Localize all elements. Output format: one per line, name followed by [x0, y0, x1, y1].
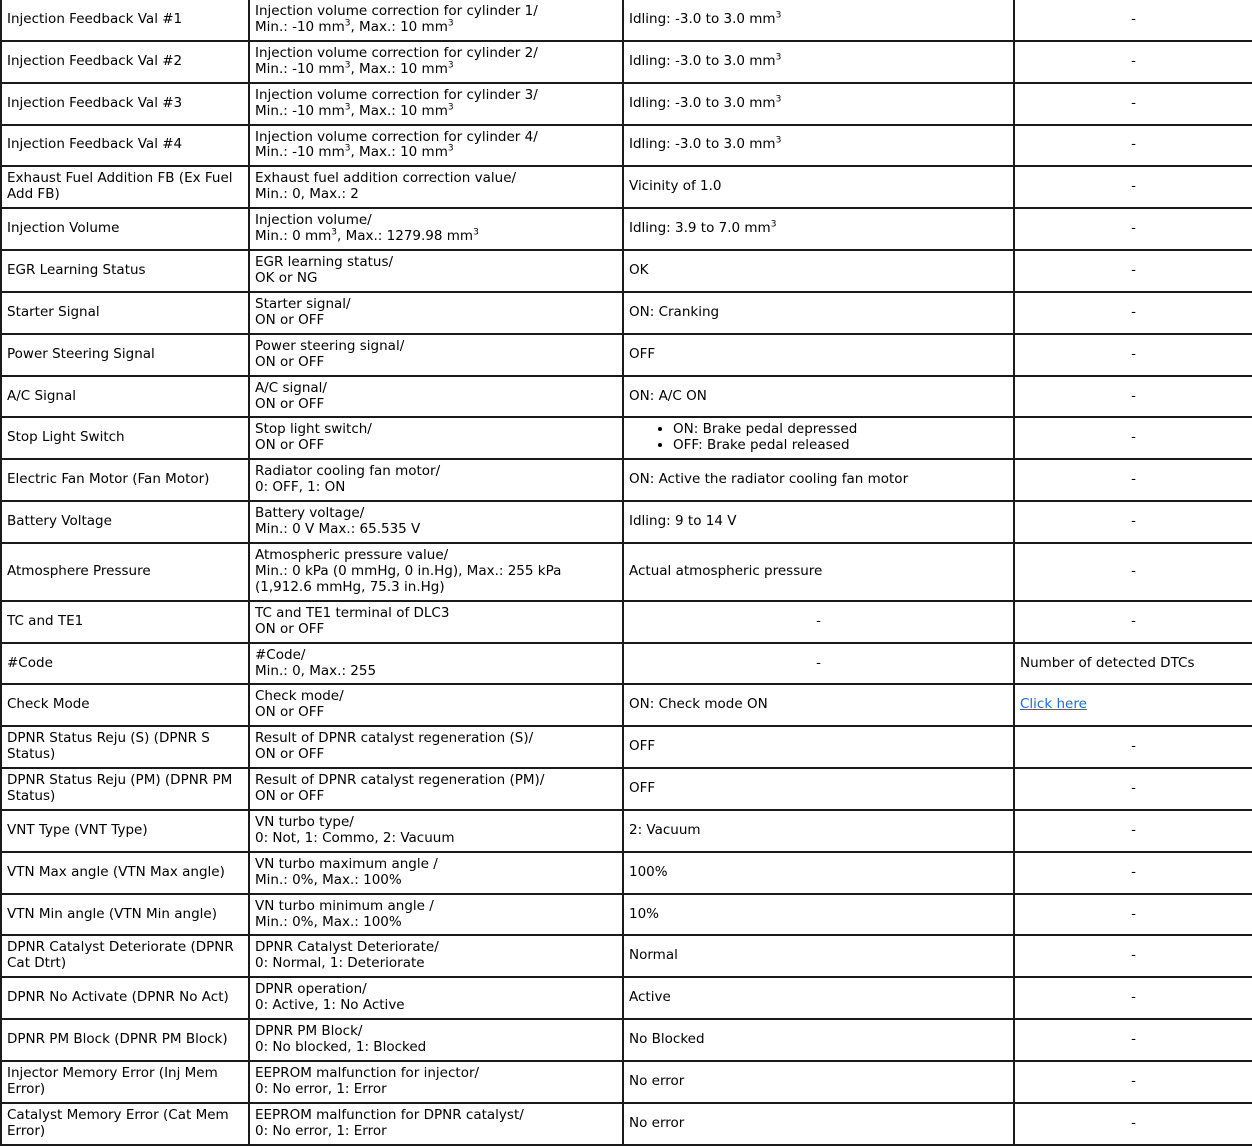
table-row — [1, 292, 1252, 334]
normal-condition-line: Actual atmospheric pressure — [629, 562, 823, 579]
item-name-cell — [1, 501, 249, 543]
table-row — [1, 977, 1252, 1019]
description-line: Stop light switch/ — [255, 421, 372, 438]
description-cell — [249, 41, 623, 83]
diagnostic-note-cell — [1014, 334, 1252, 376]
item-name-cell — [1, 894, 249, 936]
item-name-cell — [1, 1103, 249, 1145]
item-name-label: VNT Type (VNT Type) — [7, 821, 148, 838]
normal-condition-line: ON: A/C ON — [629, 387, 707, 404]
item-name-cell — [1, 125, 249, 167]
description-line: Min.: 0 $mm^3$, Max.: 1279.98 $mm^3$ — [255, 227, 479, 245]
table-row — [1, 1019, 1252, 1061]
item-name-label: Stop Light Switch — [7, 429, 125, 446]
description-line: Result of DPNR catalyst regeneration (PM)/ — [255, 772, 545, 789]
diagnostic-note-label: - — [1131, 136, 1136, 153]
item-name-cell — [1, 977, 249, 1019]
normal-condition-list — [629, 422, 1008, 454]
list-item: • ON: Brake pedal depressed — [673, 422, 1008, 438]
table-row — [1, 459, 1252, 501]
normal-condition-cell — [623, 894, 1014, 936]
description-cell — [249, 459, 623, 501]
table-row — [1, 501, 1252, 543]
diagnostic-note-cell — [1014, 543, 1252, 601]
normal-condition-line: ON: Check mode ON — [629, 696, 768, 713]
item-name-cell — [1, 1061, 249, 1103]
diagnostic-note-label: - — [1131, 989, 1136, 1006]
diagnostic-note-cell — [1014, 1061, 1252, 1103]
normal-condition-line: ON: Cranking — [629, 303, 720, 320]
item-name-label: DPNR Status Reju (PM) (DPNR PM Status) — [7, 772, 233, 805]
item-name-label: DPNR Status Reju (S) (DPNR S Status) — [7, 730, 210, 763]
description-line: DPNR operation/ — [255, 981, 367, 998]
description-cell — [249, 726, 623, 768]
description-cell — [249, 125, 623, 167]
description-line: 0: No error, 1: Error — [255, 1080, 387, 1097]
table-row — [1, 810, 1252, 852]
description-line: ON or OFF — [255, 746, 325, 763]
item-name-cell — [1, 601, 249, 643]
description-line: ON or OFF — [255, 353, 325, 370]
table-row — [1, 543, 1252, 601]
description-cell — [249, 292, 623, 334]
table-row — [1, 1103, 1252, 1145]
diagnostic-note-label: - — [1131, 821, 1136, 838]
normal-condition-line: 100% — [629, 863, 668, 880]
item-name-cell — [1, 684, 249, 726]
diagnostic-note-label: - — [1131, 178, 1136, 195]
description-line: ON or OFF — [255, 620, 325, 637]
diagnostic-note-cell — [1014, 41, 1252, 83]
diagnostic-note-cell — [1014, 1103, 1252, 1145]
description-line: Injection volume/ — [255, 212, 372, 229]
diagnostic-note-cell — [1014, 376, 1252, 418]
description-cell — [249, 894, 623, 936]
item-name-label: Catalyst Memory Error (Cat Mem Error) — [7, 1106, 229, 1139]
description-cell — [249, 601, 623, 643]
normal-condition-line: No Blocked — [629, 1031, 705, 1048]
item-name-label: Injection Feedback Val #3 — [7, 94, 183, 111]
diagnostic-note-label: - — [1131, 345, 1136, 362]
description-line: ON or OFF — [255, 437, 325, 454]
diagnostic-note-cell — [1014, 83, 1252, 125]
diagnostic-note-cell — [1014, 292, 1252, 334]
normal-condition-cell — [623, 417, 1014, 459]
table-row — [1, 417, 1252, 459]
description-cell — [249, 208, 623, 250]
normal-condition-line: Active — [629, 989, 671, 1006]
description-cell — [249, 83, 623, 125]
diagnostic-note-cell — [1014, 0, 1252, 41]
table-row — [1, 601, 1252, 643]
description-line: 0: Normal, 1: Deteriorate — [255, 955, 425, 972]
item-name-cell — [1, 0, 249, 41]
diagnostic-note-label: - — [1131, 1072, 1136, 1089]
normal-condition-cell — [623, 376, 1014, 418]
normal-condition-cell — [623, 125, 1014, 167]
normal-condition-line: 10% — [629, 905, 660, 922]
item-name-cell — [1, 768, 249, 810]
normal-condition-cell — [623, 543, 1014, 601]
normal-condition-line: Normal — [629, 947, 678, 964]
diagnostic-note-label: - — [1131, 905, 1136, 922]
click-here-link[interactable]: Click here — [1020, 696, 1087, 713]
diagnostic-note-cell — [1014, 935, 1252, 977]
description-line: Min.: 0 V Max.: 65.535 V — [255, 521, 421, 538]
item-name-cell — [1, 417, 249, 459]
item-name-cell — [1, 334, 249, 376]
item-name-label: DPNR PM Block (DPNR PM Block) — [7, 1031, 228, 1048]
table-row — [1, 894, 1252, 936]
item-name-cell — [1, 935, 249, 977]
description-line: A/C signal/ — [255, 379, 327, 396]
description-cell — [249, 376, 623, 418]
normal-condition-cell — [623, 250, 1014, 292]
description-line: Min.: 0%, Max.: 100% — [255, 913, 402, 930]
normal-condition-line: No error — [629, 1114, 685, 1131]
description-cell — [249, 417, 623, 459]
normal-condition-line: Idling: 3.9 to 7.0 $mm^3$ — [629, 219, 777, 237]
table-row — [1, 125, 1252, 167]
diagnostic-note-label: - — [1131, 303, 1136, 320]
description-line: 0: No blocked, 1: Blocked — [255, 1039, 427, 1056]
item-name-label: #Code — [7, 654, 53, 671]
description-cell — [249, 166, 623, 208]
diagnostic-note-cell — [1014, 125, 1252, 167]
item-name-label: Power Steering Signal — [7, 345, 155, 362]
table-row — [1, 41, 1252, 83]
description-line: Min.: 0, Max.: 255 — [255, 662, 377, 679]
diagnostic-note-cell — [1014, 208, 1252, 250]
description-line: 0: Not, 1: Commo, 2: Vacuum — [255, 829, 455, 846]
diagnostic-note-cell — [1014, 643, 1252, 685]
table-row — [1, 0, 1252, 41]
normal-condition-line: Vicinity of 1.0 — [629, 178, 722, 195]
description-line: OK or NG — [255, 269, 318, 286]
diagnostic-note-label: - — [1131, 471, 1136, 488]
normal-condition-line: Idling: 9 to 14 V — [629, 513, 737, 530]
item-name-cell — [1, 41, 249, 83]
table-row — [1, 250, 1252, 292]
description-line: Battery voltage/ — [255, 505, 365, 522]
table-row — [1, 852, 1252, 894]
table-row — [1, 768, 1252, 810]
description-cell — [249, 1103, 623, 1145]
item-name-cell — [1, 810, 249, 852]
description-line: EEPROM malfunction for injector/ — [255, 1065, 480, 1082]
diagnostic-note-label: - — [1131, 52, 1136, 69]
table-row — [1, 83, 1252, 125]
normal-condition-cell — [623, 768, 1014, 810]
description-line: Min.: 0, Max.: 2 — [255, 186, 359, 203]
description-line: Atmospheric pressure value/ — [255, 546, 449, 563]
item-name-cell — [1, 543, 249, 601]
item-name-label: A/C Signal — [7, 387, 76, 404]
table-row — [1, 684, 1252, 726]
diagnostic-note-label: - — [1131, 220, 1136, 237]
normal-condition-cell — [623, 1019, 1014, 1061]
description-line: 0: No error, 1: Error — [255, 1122, 387, 1139]
diagnostic-note-label: - — [1131, 612, 1136, 629]
normal-condition-cell — [623, 1103, 1014, 1145]
description-line: EEPROM malfunction for DPNR catalyst/ — [255, 1106, 524, 1123]
normal-condition-line: Idling: -3.0 to 3.0 $mm^3$ — [629, 10, 782, 27]
item-name-cell — [1, 166, 249, 208]
item-name-cell — [1, 852, 249, 894]
description-cell — [249, 977, 623, 1019]
diagnostic-note-cell — [1014, 810, 1252, 852]
table-row — [1, 726, 1252, 768]
description-line: Injection volume correction for cylinder 3/ — [255, 86, 538, 103]
table-row — [1, 166, 1252, 208]
normal-condition-cell — [623, 852, 1014, 894]
item-name-label: EGR Learning Status — [7, 262, 146, 279]
item-name-label: Atmosphere Pressure — [7, 562, 151, 579]
item-name-label: Injection Feedback Val #1 — [7, 10, 183, 27]
normal-condition-cell — [623, 726, 1014, 768]
description-line: Starter signal/ — [255, 295, 351, 312]
diagnostic-note-label: - — [1131, 780, 1136, 797]
table-row — [1, 1061, 1252, 1103]
description-line: Injection volume correction for cylinder 2/ — [255, 44, 538, 61]
normal-condition-line: Idling: -3.0 to 3.0 $mm^3$ — [629, 52, 782, 69]
description-line: Min.: -10 $mm^3$, Max.: 10 $mm^3$ — [255, 143, 454, 161]
diagnostic-note-cell — [1014, 768, 1252, 810]
item-name-label: TC and TE1 — [7, 612, 84, 629]
normal-condition-cell — [623, 810, 1014, 852]
diagnostic-note-label: - — [1131, 738, 1136, 755]
description-cell — [249, 768, 623, 810]
normal-condition-cell — [623, 166, 1014, 208]
item-name-cell — [1, 376, 249, 418]
table-row — [1, 208, 1252, 250]
normal-condition-line: Idling: -3.0 to 3.0 $mm^3$ — [629, 135, 782, 153]
description-cell — [249, 1061, 623, 1103]
normal-condition-cell — [623, 643, 1014, 685]
diagnostic-note-cell — [1014, 684, 1252, 726]
item-name-cell — [1, 726, 249, 768]
list-item: • OFF: Brake pedal released — [673, 438, 1008, 454]
description-line: Power steering signal/ — [255, 337, 405, 354]
description-cell — [249, 501, 623, 543]
description-line: TC and TE1 terminal of DLC3 — [255, 604, 450, 621]
description-line: 0: OFF, 1: ON — [255, 479, 346, 496]
description-cell — [249, 250, 623, 292]
diagnostic-note-cell — [1014, 601, 1252, 643]
diagnostic-note-cell — [1014, 852, 1252, 894]
normal-condition-cell — [623, 334, 1014, 376]
diagnostic-note-label: - — [1131, 262, 1136, 279]
normal-condition-cell — [623, 41, 1014, 83]
description-line: EGR learning status/ — [255, 254, 394, 271]
diagnostic-note-cell — [1014, 417, 1252, 459]
description-line: ON or OFF — [255, 704, 325, 721]
diagnostic-note-cell — [1014, 726, 1252, 768]
description-cell — [249, 643, 623, 685]
description-cell — [249, 0, 623, 41]
item-name-label: VTN Max angle (VTN Max angle) — [7, 863, 225, 880]
description-line: VN turbo maximum angle / — [255, 855, 438, 872]
normal-condition-cell — [623, 684, 1014, 726]
item-name-label: DPNR Catalyst Deteriorate (DPNR Cat Dtrt) — [7, 939, 234, 972]
description-line: Min.: -10 $mm^3$, Max.: 10 $mm^3$ — [255, 60, 454, 77]
description-line: Exhaust fuel addition correction value/ — [255, 170, 517, 187]
item-name-label: Injection Volume — [7, 220, 120, 237]
diagnostic-note-label: - — [1131, 1114, 1136, 1131]
diagnostic-note-label: - — [1131, 562, 1136, 579]
description-line: Result of DPNR catalyst regeneration (S)/ — [255, 730, 534, 747]
description-line: Min.: 0 kPa (0 mmHg, 0 in.Hg), Max.: 255 kPa (1,912.6 mmHg, 75.3 in.Hg) — [255, 562, 562, 595]
diagnostic-note-cell — [1014, 166, 1252, 208]
item-name-label: Battery Voltage — [7, 513, 112, 530]
normal-condition-cell — [623, 459, 1014, 501]
diagnostic-note-label: - — [1131, 947, 1136, 964]
normal-condition-line: - — [816, 612, 821, 629]
description-cell — [249, 935, 623, 977]
normal-condition-cell — [623, 977, 1014, 1019]
table-row — [1, 935, 1252, 977]
item-name-cell — [1, 250, 249, 292]
table-row — [1, 334, 1252, 376]
diagnostic-note-label: - — [1131, 429, 1136, 446]
diagnostic-note-cell — [1014, 250, 1252, 292]
item-name-label: Injection Feedback Val #4 — [7, 136, 183, 153]
diagnostic-note-cell — [1014, 1019, 1252, 1061]
item-name-cell — [1, 83, 249, 125]
diagnostic-note-label: - — [1131, 387, 1136, 404]
item-name-cell — [1, 292, 249, 334]
description-line: Min.: 0%, Max.: 100% — [255, 871, 402, 888]
diagnostic-note-cell — [1014, 977, 1252, 1019]
description-cell — [249, 334, 623, 376]
item-name-label: Exhaust Fuel Addition FB (Ex Fuel Add FB) — [7, 170, 233, 203]
item-name-label: Check Mode — [7, 696, 90, 713]
description-cell — [249, 852, 623, 894]
item-name-label: DPNR No Activate (DPNR No Act) — [7, 989, 229, 1006]
normal-condition-cell — [623, 501, 1014, 543]
table-row — [1, 376, 1252, 418]
item-name-label: Injection Feedback Val #2 — [7, 52, 183, 69]
item-name-label: Electric Fan Motor (Fan Motor) — [7, 471, 210, 488]
normal-condition-cell — [623, 83, 1014, 125]
description-line: VN turbo minimum angle / — [255, 897, 434, 914]
description-line: Min.: -10 $mm^3$, Max.: 10 $mm^3$ — [255, 102, 454, 119]
description-line: DPNR PM Block/ — [255, 1023, 363, 1040]
normal-condition-line: OK — [629, 262, 649, 279]
normal-condition-cell — [623, 601, 1014, 643]
description-line: ON or OFF — [255, 788, 325, 805]
description-line: DPNR Catalyst Deteriorate/ — [255, 939, 439, 956]
normal-condition-line: OFF — [629, 345, 656, 362]
normal-condition-line: - — [816, 654, 821, 671]
description-line: Injection volume correction for cylinder 4/ — [255, 128, 538, 145]
description-line: #Code/ — [255, 646, 306, 663]
description-line: 0: Active, 1: No Active — [255, 997, 405, 1014]
item-name-cell — [1, 459, 249, 501]
diagnostic-note-label: - — [1131, 863, 1136, 880]
description-cell — [249, 684, 623, 726]
table-row — [1, 643, 1252, 685]
item-name-label: Starter Signal — [7, 303, 100, 320]
normal-condition-cell — [623, 0, 1014, 41]
description-line: Injection volume correction for cylinder 1/ — [255, 3, 538, 19]
normal-condition-line: OFF — [629, 780, 656, 797]
description-cell — [249, 810, 623, 852]
diagnostic-note-label: - — [1131, 10, 1136, 27]
diagnostic-note-label: - — [1131, 1031, 1136, 1048]
normal-condition-cell — [623, 292, 1014, 334]
description-line: Radiator cooling fan motor/ — [255, 463, 441, 480]
normal-condition-line: ON: Active the radiator cooling fan motor — [629, 471, 909, 488]
table-body — [1, 0, 1252, 1145]
normal-condition-line: Idling: -3.0 to 3.0 $mm^3$ — [629, 94, 782, 111]
item-name-label: VTN Min angle (VTN Min angle) — [7, 905, 217, 922]
description-line: VN turbo type/ — [255, 813, 354, 830]
diagnostic-note-label: - — [1131, 94, 1136, 111]
description-cell — [249, 543, 623, 601]
diagnostic-note-cell — [1014, 459, 1252, 501]
normal-condition-cell — [623, 1061, 1014, 1103]
item-name-cell — [1, 1019, 249, 1061]
diagnostic-note-label: Number of detected DTCs — [1020, 654, 1195, 671]
diagnostic-note-label: - — [1131, 513, 1136, 530]
description-line: Min.: -10 $mm^3$, Max.: 10 $mm^3$ — [255, 18, 454, 35]
normal-condition-line: 2: Vacuum — [629, 821, 701, 838]
diagnostic-note-cell — [1014, 501, 1252, 543]
normal-condition-line: OFF — [629, 738, 656, 755]
item-name-label: Injector Memory Error (Inj Mem Error) — [7, 1065, 218, 1097]
item-name-cell — [1, 208, 249, 250]
description-line: ON or OFF — [255, 395, 325, 412]
normal-condition-line: No error — [629, 1072, 685, 1089]
description-cell — [249, 1019, 623, 1061]
diagnostic-note-cell — [1014, 894, 1252, 936]
description-line: Check mode/ — [255, 688, 344, 705]
item-name-cell — [1, 643, 249, 685]
normal-condition-cell — [623, 208, 1014, 250]
normal-condition-cell — [623, 935, 1014, 977]
description-line: ON or OFF — [255, 311, 325, 328]
